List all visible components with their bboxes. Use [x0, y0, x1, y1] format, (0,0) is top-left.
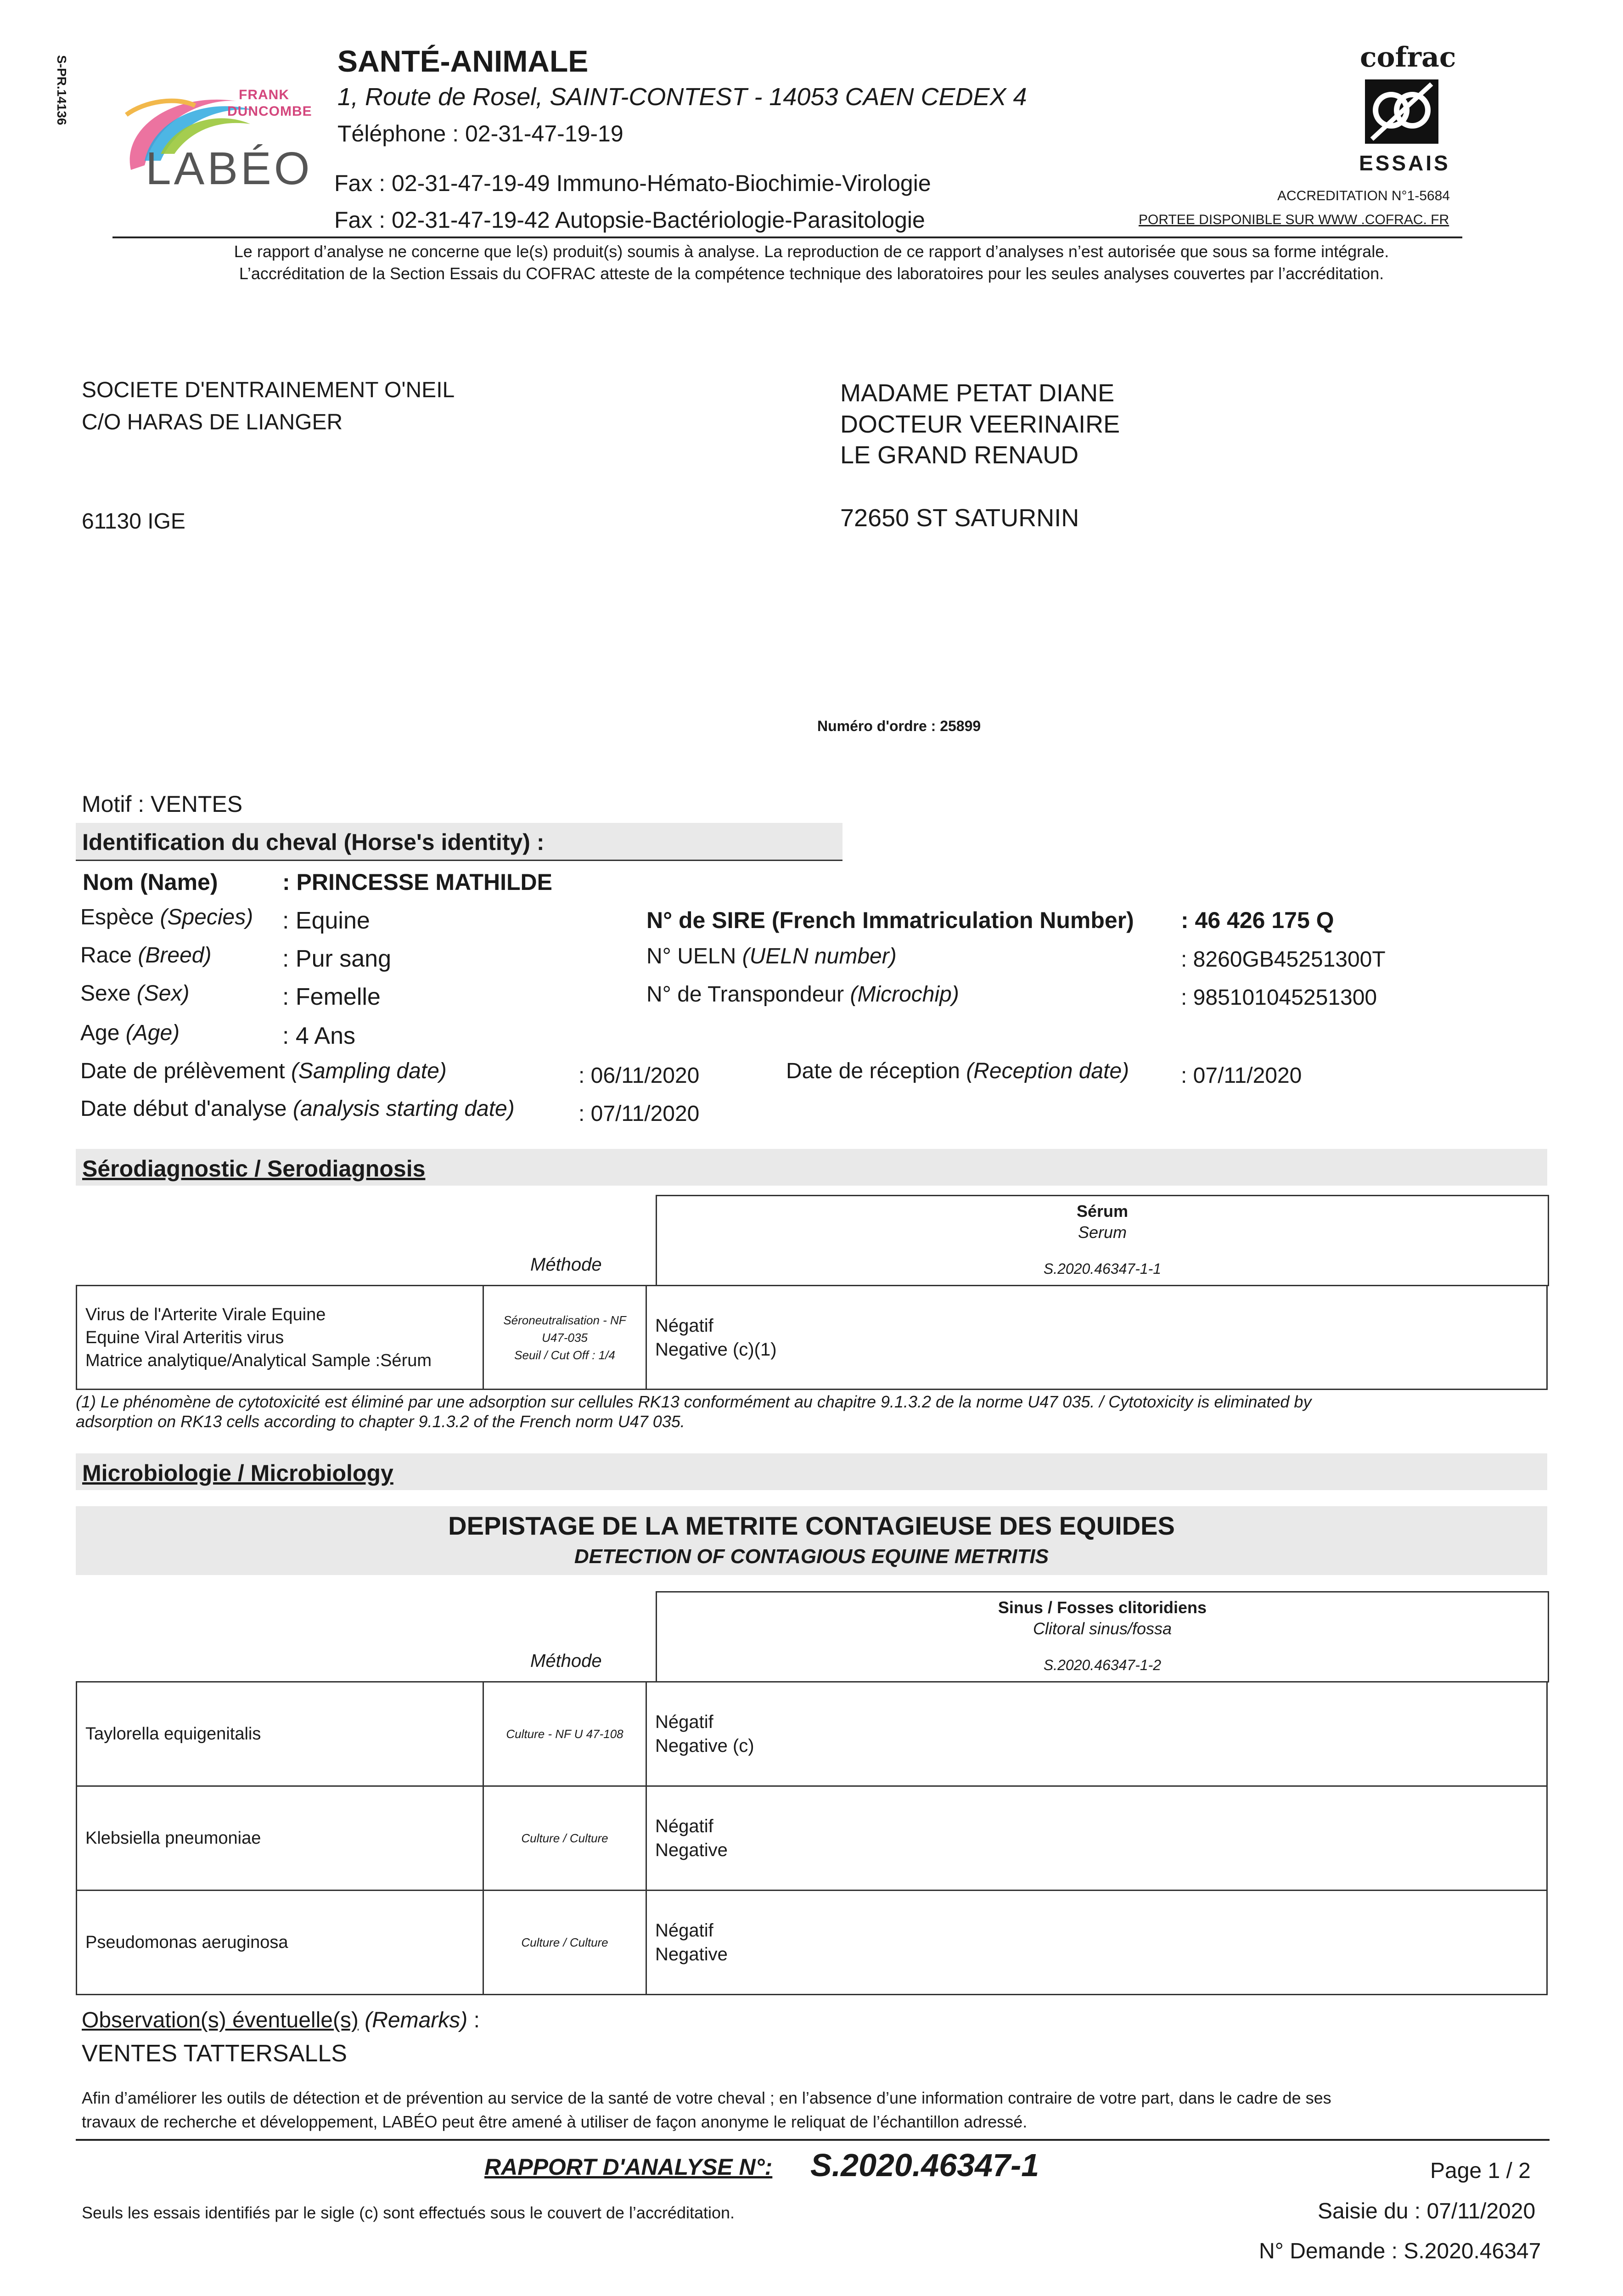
labeo-logo: [117, 73, 328, 207]
sero-result-2: Negative (c)(1): [655, 1339, 777, 1360]
sire-label: N° de SIRE (French Immatriculation Number): [646, 907, 1134, 933]
micro-result-cell: [646, 1786, 1547, 1891]
sero-result-cell: [646, 1286, 1547, 1390]
sero-analyte-name-1: Virus de l'Arterite Virale Equine: [85, 1305, 326, 1324]
table-row: [77, 1286, 1547, 1390]
sero-method-1: Séroneutralisation - NF: [503, 1313, 626, 1327]
name-label: Nom (Name): [83, 869, 218, 895]
sero-col-ref: S.2020.46347-1-1: [1043, 1261, 1162, 1277]
sero-method-3: Seuil / Cut Off : 1/4: [514, 1348, 615, 1362]
micro-method-cell: Culture / Culture: [483, 1891, 646, 1995]
remarks-value: VENTES TATTERSALLS: [82, 2040, 347, 2067]
notice-line-1: Afin d’améliorer les outils de détection et de prévention au service de la santé de votre cheval ; en l’absence d’une information contraire de votre part, dans le cadre de ses: [82, 2088, 1331, 2107]
serodiagnosis-heading: Sérodiagnostic / Serodiagnosis: [82, 1156, 426, 1182]
lab-fax-2: Fax : 02-31-47-19-42 Autopsie-Bactériologie-Parasitologie: [334, 207, 925, 233]
order-number: Numéro d'ordre : 25899: [817, 718, 981, 734]
lab-address: 1, Route de Rosel, SAINT-CONTEST - 14053 CAEN CEDEX 4: [337, 83, 1027, 111]
sex-label: Sexe (Sex): [80, 981, 190, 1006]
transponder-label: N° de Transpondeur (Microchip): [646, 982, 959, 1007]
sampling-date-value: : 06/11/2020: [578, 1064, 700, 1088]
micro-analyte-cell: Pseudomonas aeruginosa: [77, 1891, 483, 1995]
report-label: RAPPORT D'ANALYSE N°:: [484, 2154, 773, 2180]
age-label: Age (Age): [80, 1021, 180, 1045]
sero-col-title-en: Serum: [1078, 1223, 1127, 1242]
microbiology-heading: Microbiologie / Microbiology: [82, 1460, 393, 1486]
sero-footnote-1: (1) Le phénomène de cytotoxicité est éliminé par une adsorption sur cellules RK13 conformément au chapitre 9.1.3.2 de la norme U47 035. / Cytotoxicity is eliminated by: [76, 1392, 1312, 1411]
logo-duncombe-label: DUNCOMBE: [227, 104, 312, 119]
cem-banner-title: DEPISTAGE DE LA METRITE CONTAGIEUSE DES EQUIDES: [448, 1511, 1175, 1540]
micro-column-header: [656, 1591, 1549, 1683]
micro-results-table: [76, 1681, 1548, 1995]
analysis-date-value: : 07/11/2020: [578, 1102, 700, 1126]
cem-banner: [76, 1506, 1547, 1575]
sero-method-cell: [483, 1286, 646, 1390]
sero-results-table: [76, 1285, 1548, 1390]
disclaimer-line-2: L’accréditation de la Section Essais du COFRAC atteste de la compétence technique des laboratoires pour les seules analyses couvertes par l’accréditation.: [239, 264, 1384, 283]
ueln-value: : 8260GB45251300T: [1181, 947, 1386, 972]
table-row: [77, 1891, 1547, 1995]
table-row: [77, 1786, 1547, 1891]
sender-line-2: C/O HARAS DE LIANGER: [82, 410, 343, 434]
micro-method-cell: Culture / Culture: [483, 1786, 646, 1891]
recipient-line-1: MADAME PETAT DIANE: [840, 379, 1115, 407]
breed-label: Race (Breed): [80, 943, 212, 968]
sero-column-header: [656, 1195, 1549, 1286]
lab-title: SANTÉ-ANIMALE: [337, 44, 589, 78]
micro-col-ref: S.2020.46347-1-2: [1043, 1657, 1162, 1673]
sero-analyte-cell: [77, 1286, 483, 1390]
cofrac-logo: [1350, 41, 1455, 179]
cofrac-portee-link[interactable]: PORTEE DISPONIBLE SUR WWW .COFRAC. FR: [1139, 212, 1449, 227]
report-number: S.2020.46347-1: [810, 2147, 1039, 2183]
micro-result-2: Negative: [655, 1840, 728, 1860]
micro-result-2: Negative (c): [655, 1736, 754, 1756]
sender-postal: 61130 IGE: [82, 509, 185, 534]
micro-result-1: Négatif: [655, 1712, 713, 1732]
logo-brand: LABÉO: [146, 143, 313, 194]
sex-value: : Femelle: [282, 984, 381, 1010]
species-value: : Equine: [282, 907, 370, 934]
sero-analyte-name-3: Matrice analytique/Analytical Sample :Sérum: [85, 1351, 432, 1370]
motif: Motif : VENTES: [82, 791, 243, 817]
page-number: Page 1 / 2: [1430, 2159, 1531, 2183]
lab-fax-1: Fax : 02-31-47-19-49 Immuno-Hémato-Biochimie-Virologie: [334, 170, 931, 196]
disclaimer-line-1: Le rapport d’analyse ne concerne que le(s) produit(s) soumis à analyse. La reproduction de ce rapport d’analyses n’est autorisée que sous sa forme intégrale.: [234, 242, 1389, 261]
transponder-value: : 985101045251300: [1181, 985, 1377, 1010]
species-label: Espèce (Species): [80, 905, 253, 929]
notice-line-2: travaux de recherche et développement, LABÉO peut être amené à utiliser de façon anonyme le reliquat de l’échantillon adressé.: [82, 2112, 1028, 2131]
sero-analyte-name-2: Equine Viral Arteritis virus: [85, 1328, 284, 1347]
header-divider: [112, 236, 1462, 238]
breed-value: : Pur sang: [282, 945, 392, 972]
serodiagnosis-heading-bar: [76, 1149, 1547, 1186]
micro-result-2: Negative: [655, 1944, 728, 1964]
sero-result-1: Négatif: [655, 1315, 713, 1336]
logo-frank-label: FRANK: [239, 87, 289, 102]
sero-col-title: Sérum: [1076, 1202, 1129, 1221]
analysis-date-label: Date début d'analyse (analysis starting date): [80, 1097, 515, 1121]
accreditation-note: Seuls les essais identifiés par le sigle (c) sont effectués sous le couvert de l’accréditation.: [82, 2203, 735, 2222]
reception-date-label: Date de réception (Reception date): [786, 1059, 1129, 1083]
remarks-label: Observation(s) éventuelle(s) (Remarks) :: [82, 2008, 480, 2032]
sero-footnote-2: adsorption on RK13 cells according to chapter 9.1.3.2 of the French norm U47 035.: [76, 1412, 685, 1431]
cem-banner-subtitle: DETECTION OF CONTAGIOUS EQUINE METRITIS: [574, 1545, 1049, 1568]
ueln-label: N° UELN (UELN number): [646, 944, 897, 968]
microbiology-heading-bar: [76, 1453, 1547, 1490]
age-value: : 4 Ans: [282, 1023, 355, 1049]
recipient-line-3: LE GRAND RENAUD: [840, 441, 1079, 469]
micro-result-1: Négatif: [655, 1816, 713, 1836]
sero-method-header: Méthode: [530, 1255, 602, 1275]
cofrac-name: cofrac: [1360, 41, 1456, 73]
identification-heading: Identification du cheval (Horse's identity) :: [82, 829, 545, 855]
name-value: : PRINCESSE MATHILDE: [282, 869, 552, 895]
cofrac-accreditation: ACCREDITATION N°1-5684: [1277, 188, 1450, 203]
micro-analyte-cell: Taylorella equigenitalis: [77, 1682, 483, 1786]
micro-result-1: Négatif: [655, 1920, 713, 1941]
recipient-postal: 72650 ST SATURNIN: [840, 504, 1079, 532]
micro-col-title-en: Clitoral sinus/fossa: [1033, 1619, 1172, 1638]
saisie-date: Saisie du : 07/11/2020: [1318, 2199, 1536, 2223]
reception-date-value: : 07/11/2020: [1181, 1064, 1302, 1088]
recipient-line-2: DOCTEUR VEERINAIRE: [840, 411, 1120, 438]
micro-result-cell: [646, 1682, 1547, 1786]
cofrac-essais: ESSAIS: [1359, 151, 1450, 175]
sero-method-2: U47-035: [542, 1330, 588, 1345]
micro-result-cell: [646, 1891, 1547, 1995]
micro-col-title: Sinus / Fosses clitoridiens: [998, 1598, 1207, 1617]
micro-method-cell: Culture - NF U 47-108: [483, 1682, 646, 1786]
sampling-date-label: Date de prélèvement (Sampling date): [80, 1059, 447, 1083]
lab-phone: Téléphone : 02-31-47-19-19: [337, 121, 623, 146]
micro-method-header: Méthode: [530, 1651, 602, 1671]
cofrac-emblem-icon: [1363, 77, 1441, 146]
footer-divider: [76, 2139, 1550, 2141]
micro-analyte-cell: Klebsiella pneumoniae: [77, 1786, 483, 1891]
demande-number: N° Demande : S.2020.46347: [1259, 2239, 1541, 2263]
document-code: S-PR.14136: [55, 55, 69, 125]
identification-heading-bar: [76, 823, 842, 861]
sender-line-1: SOCIETE D'ENTRAINEMENT O'NEIL: [82, 378, 455, 402]
sire-value: : 46 426 175 Q: [1181, 907, 1334, 933]
table-row: [77, 1682, 1547, 1786]
